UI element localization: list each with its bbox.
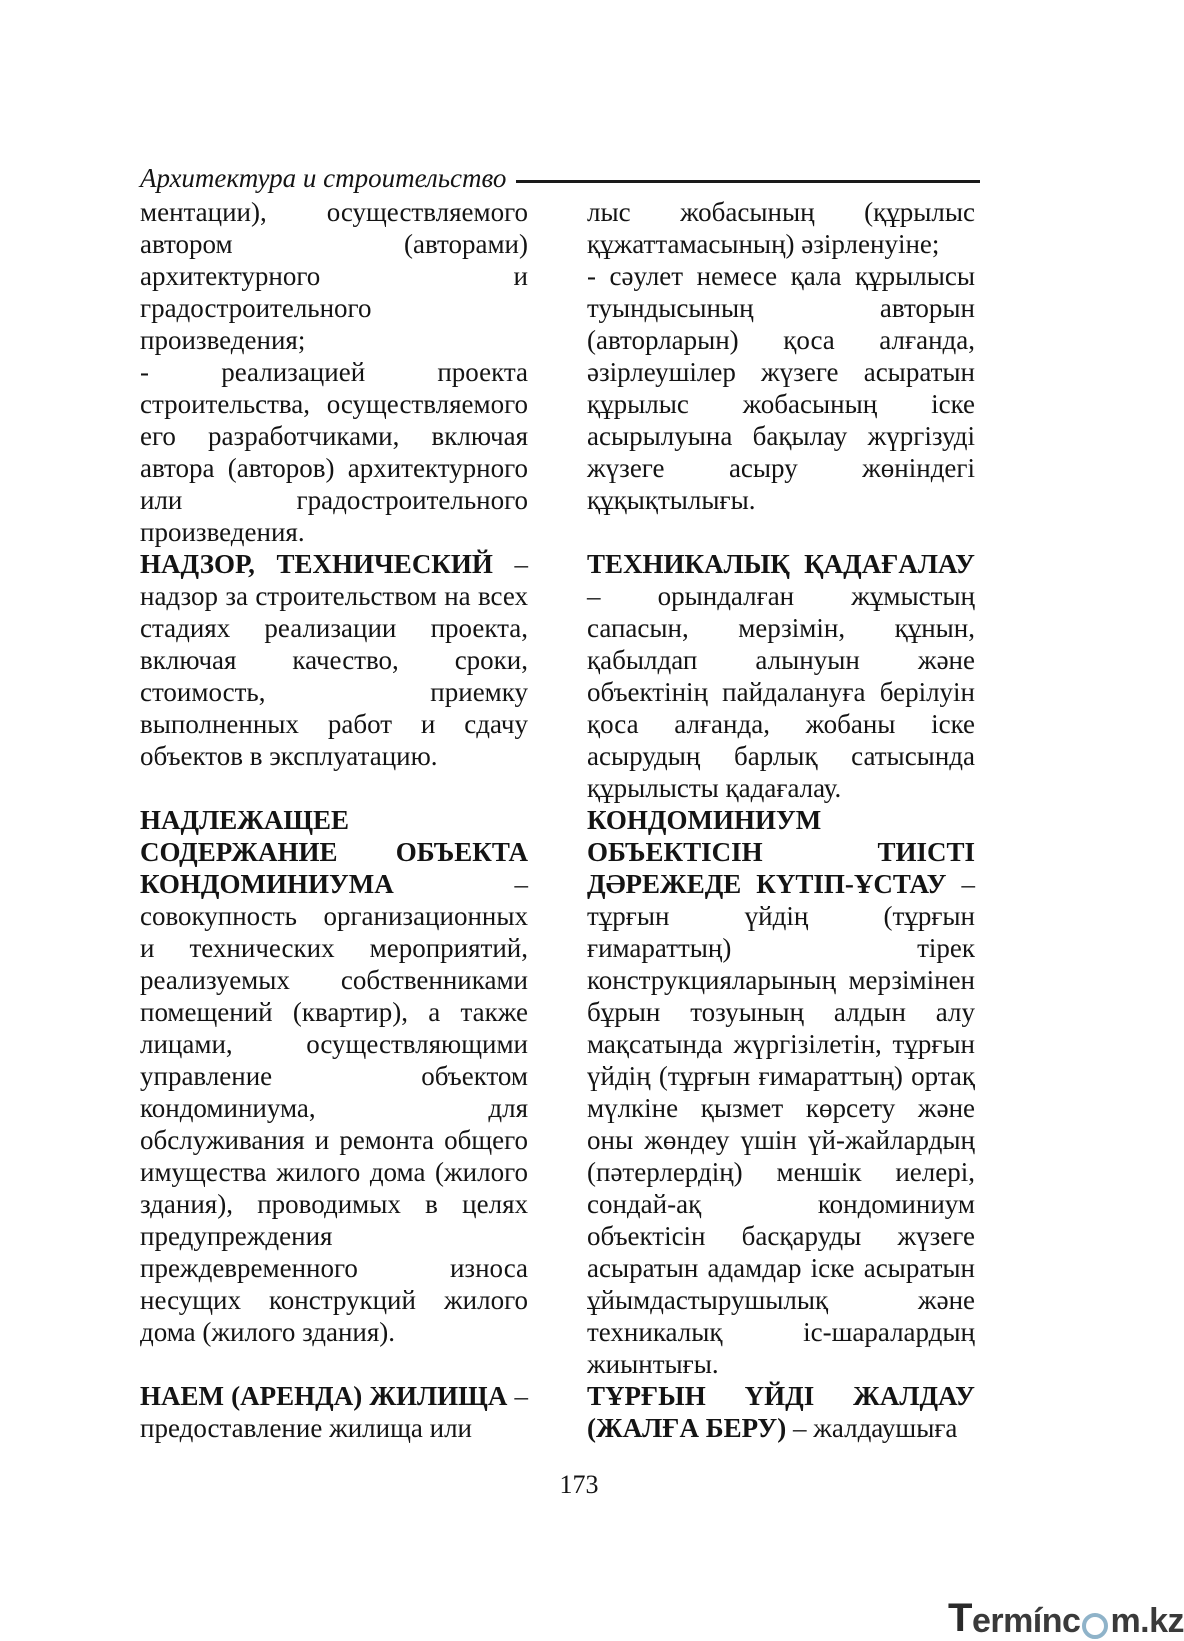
- left-paragraph-1: ментации), осуществляемого автором (авторами) архитектурного и градостроительного произведения;: [140, 197, 528, 355]
- right-paragraph-2: - сәулет немесе қала құрылысы туындысының авторын (авторларын) қоса алғанда, әзірлеушілер жүзеге асыратын құрылыс жобасының іске асырылуына бақылау жүргізуді жүзеге асыру жөніндегі құқықтылығы.: [587, 261, 975, 515]
- running-title: Архитектура и строительство: [140, 162, 507, 193]
- entry-term: КОНДОМИНИУМ ОБЪЕКТІСІН ТИІСТІ ДӘРЕЖЕДЕ КҮТІП-ҰСТАУ: [587, 805, 975, 899]
- watermark-first-letter: T: [948, 1596, 972, 1640]
- left-column: [140, 196, 528, 1444]
- running-header: [140, 158, 980, 198]
- watermark-text-part2: m.kz: [1110, 1602, 1184, 1640]
- dictionary-entry: [140, 1380, 528, 1444]
- magnifier-icon: [1082, 1613, 1108, 1639]
- entry-definition: – жалдаушыға: [786, 1413, 958, 1443]
- entry-spacer: [587, 516, 975, 548]
- dictionary-entry: [140, 804, 528, 1348]
- entry-spacer: [140, 1348, 528, 1380]
- entry-term: ТЕХНИКАЛЫҚ ҚАДАҒАЛАУ: [587, 549, 975, 579]
- dictionary-entry: [587, 548, 975, 804]
- entry-definition: – надзор за строительством на всех стадиях реализации проекта, включая качество, сроки, стоимость, приемку выполненных работ и сдачу объектов в эксплуатацию.: [140, 549, 529, 771]
- entry-spacer: [140, 772, 528, 804]
- dictionary-entry: [587, 1380, 975, 1444]
- entry-term: ТҰРҒЫН ҮЙДІ ЖАЛДАУ (ЖАЛҒА БЕРУ): [587, 1381, 975, 1443]
- dictionary-entry: [140, 548, 528, 772]
- entry-definition: – тұрғын үйдің (тұрғын ғимараттың) тірек конструкцияларының мерзімінен бұрын тозуының алдын алу мақсатында жүргізілетін, тұрғын үйдің (тұрғын ғимараттың) ортақ мүлкіне қызмет көрсету және оны жөндеу үшін үй-жайлардың (пәтерлердің) меншік иелері, сондай-ақ кондоминиум объектісін басқаруды жүзеге асыратын адамдар іске асыратын ұйымдастырушылық және техникалық іс-шаралардың жиынтығы.: [587, 869, 975, 1379]
- entry-definition: – орындалған жұмыстың сапасын, мерзімін, құнын, қабылдап алынуын және объектінің пайдалануға берілуін қоса алғанда, жобаны іске асырудың барлық сатысында құрылысты қадағалау.: [587, 581, 975, 803]
- entry-term: НАДЗОР, ТЕХНИЧЕСКИЙ: [140, 549, 493, 579]
- entry-term: НАДЛЕЖАЩЕЕ СОДЕРЖАНИЕ ОБЪЕКТА КОНДОМИНИУМА: [140, 805, 528, 899]
- watermark-logo: [948, 1596, 1184, 1641]
- right-column: [587, 196, 975, 1444]
- entry-term: НАЕМ (АРЕНДА) ЖИЛИЩА: [140, 1381, 508, 1411]
- left-paragraph-2: - реализацией проекта строительства, осуществляемого его разработчиками, включая автора (авторов) архитектурного или градостроительного произведения.: [140, 357, 528, 547]
- header-rule: [516, 180, 980, 183]
- entry-definition: – совокупность организационных и технических мероприятий, реализуемых собственниками помещений (квартир), а также лицами, осуществляющими управление объектом кондоминиума, для обслуживания и ремонта общего имущества жилого дома (жилого здания), проводимых в целях предупреждения преждевременного износа несущих конструкций жилого дома (жилого здания).: [140, 869, 528, 1347]
- watermark-text-part1: ermínc: [971, 1602, 1081, 1640]
- right-paragraph-1: лыс жобасының (құрылыс құжаттамасының) әзірленуіне;: [587, 197, 975, 259]
- dictionary-entry: [587, 804, 975, 1380]
- entry-definition: – предоставление жилища или: [140, 1381, 528, 1443]
- page-number: 173: [559, 1470, 599, 1499]
